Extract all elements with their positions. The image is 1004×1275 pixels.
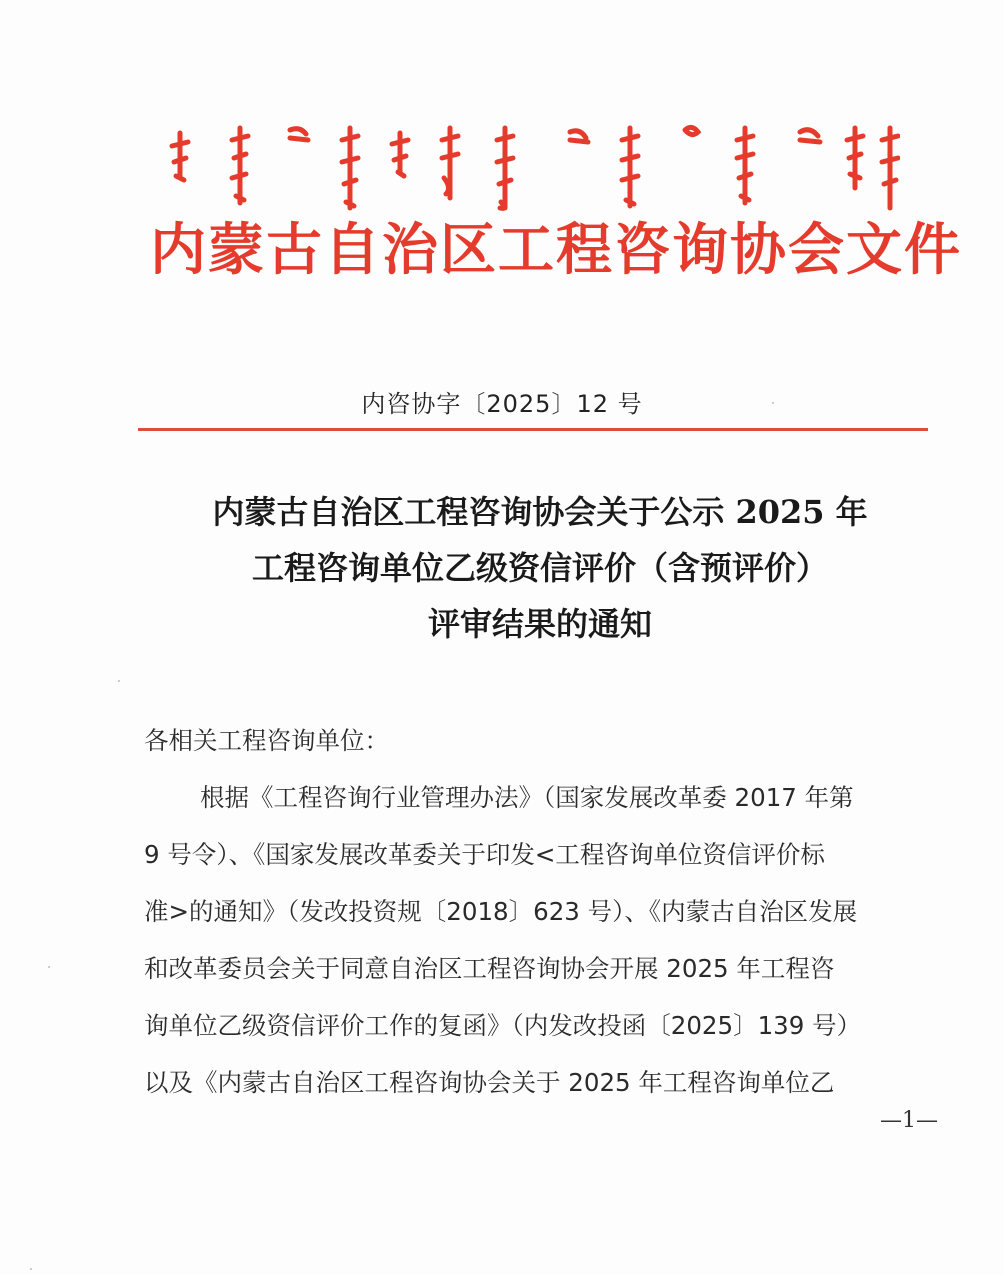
- notice-title: [120, 484, 960, 652]
- mongolian-script-header: [160, 118, 900, 218]
- notice-title-line-1: 内蒙古自治区工程咨询协会关于公示 2025 年: [212, 493, 868, 531]
- page-number: —1—: [880, 1108, 938, 1133]
- body-line-5: 询单位乙级资信评价工作的复函》（内发改投函〔2025〕139 号）: [144, 1011, 862, 1040]
- mongolian-script-image: [160, 118, 900, 218]
- body-line-6: 以及《内蒙古自治区工程咨询协会关于 2025 年工程咨询单位乙: [144, 1068, 835, 1097]
- scan-speck: [118, 680, 120, 682]
- notice-title-line-3: 评审结果的通知: [427, 605, 652, 643]
- notice-title-line-2: 工程咨询单位乙级资信评价（含预评价）: [251, 549, 828, 587]
- organization-title: 内蒙古自治区工程咨询协会文件: [150, 217, 962, 283]
- body-line-2: 9 号令）、《国家发展改革委关于印发<工程咨询单位资信评价标: [144, 840, 825, 869]
- scan-speck: [772, 402, 774, 404]
- notice-body: [144, 712, 940, 1111]
- document-number: 内咨协字〔2025〕12 号: [361, 390, 643, 418]
- scan-speck: [30, 1268, 32, 1270]
- salutation: 各相关工程咨询单位：: [144, 726, 389, 755]
- body-line-3: 准>的通知》（发改投资规〔2018〕623 号）、《内蒙古自治区发展: [144, 897, 858, 926]
- scan-speck: [48, 966, 50, 968]
- body-line-1: 根据《工程咨询行业管理办法》（国家发展改革委 2017 年第: [200, 783, 854, 812]
- red-divider-line: [138, 428, 928, 431]
- body-line-4: 和改革委员会关于同意自治区工程咨询协会开展 2025 年工程咨: [144, 954, 835, 983]
